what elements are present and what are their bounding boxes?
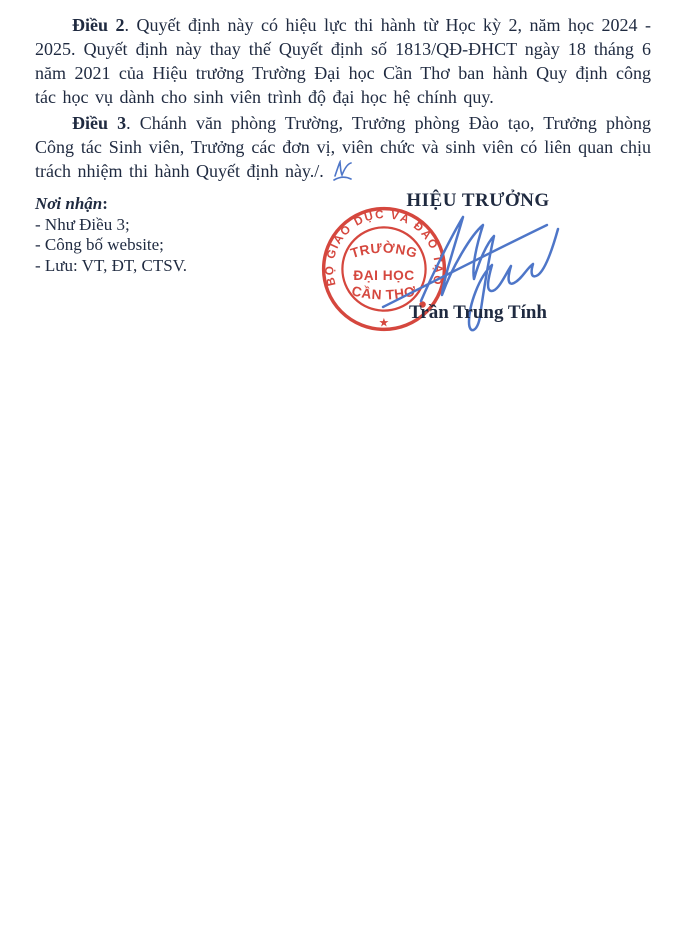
article-3-text: . Chánh văn phòng Trường, Trưởng phòng Đào tạo, Trưởng phòng Công tác Sinh viên, Trưởng các đơn vị, viên chức và sinh viên có liên quan chịu trách nhiệm thi hành Quyết định này./. xyxy=(35,113,651,181)
recipients-heading-colon: : xyxy=(102,194,108,213)
recipients-heading xyxy=(35,194,187,215)
signer-name: Trần Trung Tính xyxy=(409,302,547,323)
stamp-center-line-3: CẦN THƠ xyxy=(350,283,418,303)
article-2-paragraph xyxy=(35,13,651,109)
stamp-star-icon: ★ xyxy=(378,315,390,330)
recipients-heading-label: Nơi nhận xyxy=(35,194,103,213)
article-2-label: Điều 2 xyxy=(72,15,125,35)
recipients-block xyxy=(35,194,187,276)
stamp-ring-text: BỘ GIÁO DỤC VÀ ĐÀO TẠO xyxy=(323,207,445,288)
recipient-item: - Như Điều 3; xyxy=(35,214,130,234)
stamp-center-line-1: TRƯỜNG xyxy=(348,240,420,262)
article-3-paragraph xyxy=(35,111,651,184)
article-3-label: Điều 3 xyxy=(72,113,127,133)
recipient-item: - Công bố website; xyxy=(35,235,164,254)
handwritten-initial-icon xyxy=(330,160,356,184)
signature-ink xyxy=(375,203,575,353)
signer-title: HIỆU TRƯỞNG xyxy=(406,190,550,211)
stamp-center-line-2: ĐẠI HỌC xyxy=(353,268,415,284)
article-2-text: . Quyết định này có hiệu lực thi hành từ Học kỳ 2, năm học 2024 - 2025. Quyết định này thay thế Quyết định số 1813/QĐ-ĐHCT ngày 18 tháng 6 năm 2021 của Hiệu trưởng Trường Đại học Cần Thơ ban hành Quy định công tác học vụ dành cho sinh viên trình độ đại học hệ chính quy. xyxy=(35,15,652,107)
recipient-item: - Lưu: VT, ĐT, CTSV. xyxy=(35,255,187,275)
document-body xyxy=(35,13,651,186)
